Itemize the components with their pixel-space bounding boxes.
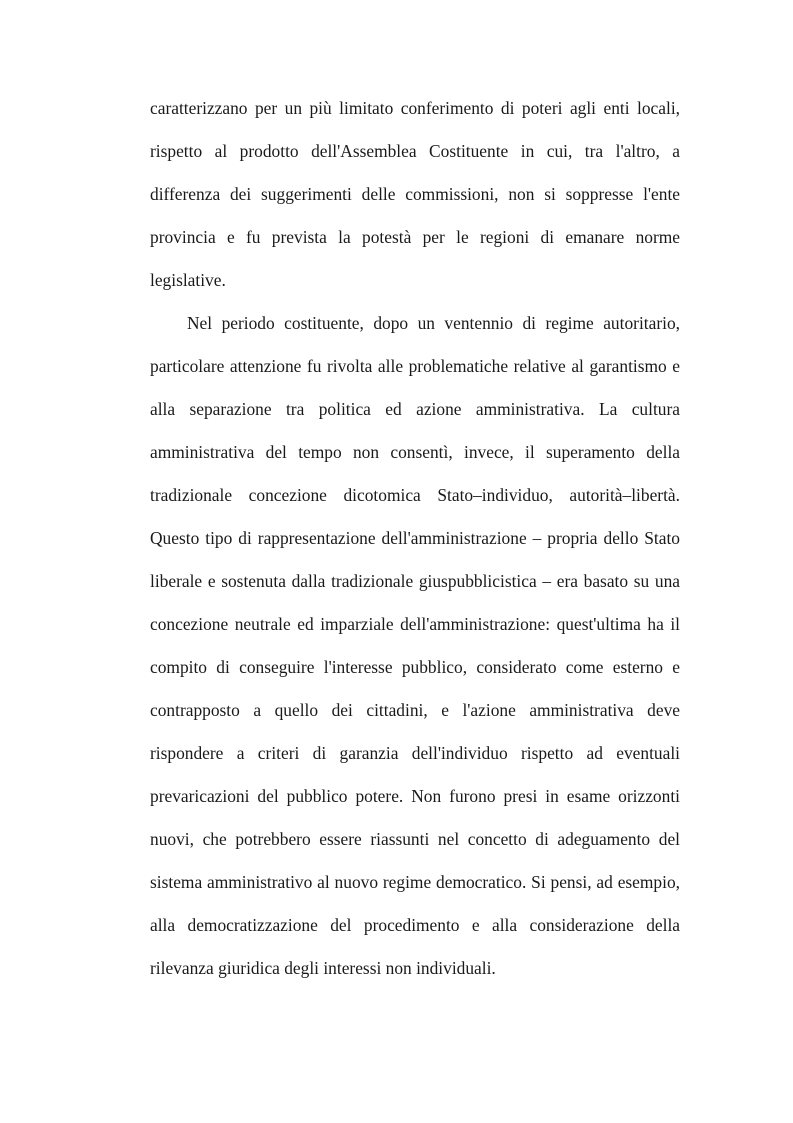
paragraph-costituente: Nel periodo costituente, dopo un ventennio di regime autoritario, particolare attenzione fu rivolta alle problematiche relative al garantismo e alla separazione tra politica ed azione amministrativa. La cultura amministrativa del tempo non consentì, invece, il superamento della tradizionale concezione dicotomica Stato–individuo, autorità–libertà. Questo tipo di rappresentazione dell'amministrazione – propria dello Stato liberale e sostenuta dalla tradizionale giuspubblicistica – era basato su una concezione neutrale ed imparziale dell'amministrazione: quest'ultima ha il compito di conseguire l'interesse pubblico, considerato come esterno e contrapposto a quello dei cittadini, e l'azione amministrativa deve rispondere a criteri di garanzia dell'individuo rispetto ad eventuali prevaricazioni del pubblico potere. Non furono presi in esame orizzonti nuovi, che potrebbero essere riassunti nel concetto di adeguamento del sistema amministrativo al nuovo regime democratico. Si pensi, ad esempio, alla democratizzazione del procedimento e alla considerazione della rilevanza giuridica degli interessi non individuali. [150, 313, 680, 978]
paragraph-continuation: caratterizzano per un più limitato conferimento di poteri agli enti locali, rispetto al prodotto dell'Assemblea Costituente in cui, tra l'altro, a differenza dei suggerimenti delle commissioni, non si soppresse l'ente provincia e fu prevista la potestà per le regioni di emanare norme legislative. [150, 98, 680, 290]
body-text [150, 87, 680, 990]
